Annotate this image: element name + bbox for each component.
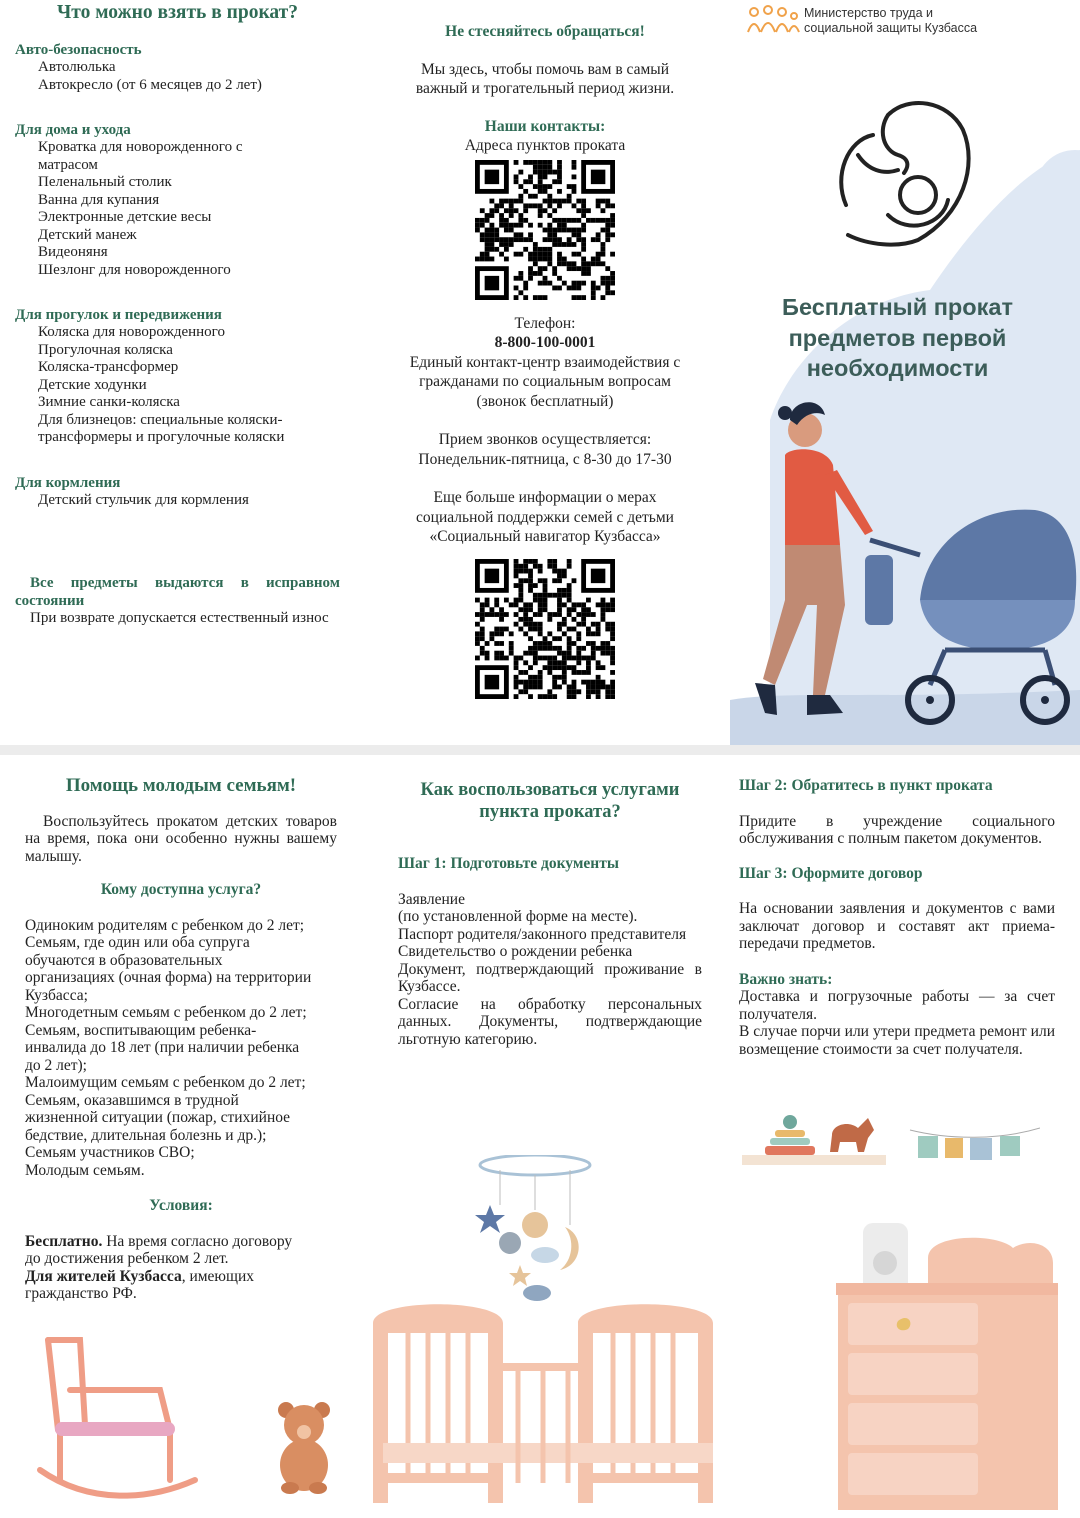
step3-title: Шаг 3: Оформите договор bbox=[739, 864, 923, 882]
list-item: Кроватка для новорожденного с bbox=[38, 139, 243, 155]
condition-bold: Для жителей Кузбасса bbox=[25, 1267, 182, 1285]
list-item: Детский стульчик для кормления bbox=[38, 491, 249, 508]
cover-panel bbox=[730, 0, 1080, 745]
list-item: трансформеры и прогулочные коляски bbox=[38, 429, 285, 445]
list-item: Для близнецов: специальные коляски- bbox=[38, 411, 283, 428]
list-item: Детский манеж bbox=[38, 226, 137, 243]
contact-center-line: (звонок бесплатный) bbox=[476, 392, 614, 410]
inner-side bbox=[0, 755, 1080, 1518]
list-item: Электронные детские весы bbox=[38, 209, 212, 225]
condition-note-title: Все предметы выдаются в исправном состоянии bbox=[15, 575, 340, 609]
who-title: Кому доступна услуга? bbox=[100, 881, 262, 898]
step2-title: Шаг 2: Обратитесь в пункт проката bbox=[739, 777, 993, 794]
fold-divider bbox=[0, 745, 1080, 755]
list-item: Прогулочная коляска bbox=[38, 341, 173, 358]
condition-bold: Бесплатно. bbox=[25, 1232, 103, 1250]
list-item: Семьям, воспитывающим ребенка- bbox=[25, 1021, 257, 1039]
condition-text: , имеющих bbox=[181, 1267, 254, 1285]
step1-birth: Свидетельство о рождении ребенка bbox=[398, 943, 633, 960]
ministry-name bbox=[804, 6, 977, 35]
list-item: Видеоняня bbox=[38, 244, 108, 260]
hours-line: Прием звонков осуществляется: bbox=[438, 431, 652, 448]
important-item: В случае порчи или утери предмета ремонт или возмещение стоимости за счет получателя. bbox=[739, 1023, 1055, 1058]
category-title: Авто-безопасность bbox=[15, 42, 142, 58]
rental-items-panel bbox=[15, 0, 340, 628]
cover-title-line: Бесплатный прокат bbox=[782, 294, 1013, 320]
condition-1-line2: до достижения ребенком 2 лет. bbox=[25, 1250, 229, 1267]
steps-panel bbox=[739, 755, 1055, 1058]
contact-center-line: Единый контакт-центр взаимодействия с bbox=[409, 353, 681, 371]
step1-passport: Паспорт родителя/законного представителя bbox=[398, 925, 687, 943]
woman-stroller-illustration bbox=[745, 395, 1080, 735]
help-title: Помощь молодым семьям! bbox=[65, 775, 297, 796]
list-item: Семьям, где один или оба супруга bbox=[25, 934, 250, 951]
list-item: Коляска-трансформер bbox=[38, 359, 179, 375]
step1-line: Заявление bbox=[398, 890, 465, 908]
phone-label: Телефон: bbox=[514, 314, 576, 332]
list-item: Автокресло (от 6 месяцев до 2 лет) bbox=[38, 76, 262, 93]
baby-mobile-illustration bbox=[475, 1155, 595, 1305]
list-item: Зимние санки-коляска bbox=[38, 394, 180, 410]
crib-illustration bbox=[368, 1293, 728, 1513]
category-title: Для прогулок и передвижения bbox=[15, 307, 222, 323]
more-info-line: Еще больше информации о мерах bbox=[433, 489, 657, 506]
list-item: инвалида до 18 лет (при наличии ребенка bbox=[25, 1039, 300, 1056]
who-list bbox=[25, 917, 337, 1180]
mother-baby-icon bbox=[828, 95, 978, 250]
howto-title: Как воспользоваться услугами пункта проката? bbox=[420, 780, 680, 822]
contacts-heading: Не стесняйтесь обращаться! bbox=[445, 23, 645, 40]
category-title: Для кормления bbox=[15, 474, 121, 491]
condition-2 bbox=[25, 1268, 337, 1286]
list-item: Коляска для новорожденного bbox=[38, 324, 225, 340]
help-panel bbox=[25, 755, 337, 1303]
conditions-title: Условия: bbox=[149, 1197, 213, 1214]
list-item: бедствие, длительная болезнь и др.); bbox=[25, 1126, 267, 1144]
teddy-bear-illustration bbox=[272, 1400, 337, 1495]
list-item: матрасом bbox=[38, 156, 98, 173]
important-title: Важно знать: bbox=[739, 970, 833, 988]
qr-code-icon[interactable] bbox=[475, 559, 615, 699]
cover-title-line: предметов первой bbox=[788, 324, 1007, 351]
condition-1 bbox=[25, 1233, 337, 1251]
list-item: Одиноким родителям с ребенком до 2 лет; bbox=[25, 916, 305, 934]
list-item: Семьям, оказавшимся в трудной bbox=[25, 1091, 239, 1109]
list-item: Многодетным семьям с ребенком до 2 лет; bbox=[25, 1004, 307, 1021]
step3-text: На основании заявления и документов с вами заключат договор и составят акт приема-передачи предметов. bbox=[739, 900, 1055, 952]
list-item: Ванна для купания bbox=[38, 191, 160, 208]
list-item: организациях (очная форма) на территории bbox=[25, 969, 312, 986]
step1-residence: Документ, подтверждающий проживание в Кузбассе. bbox=[398, 960, 702, 995]
list-item: обучаются в образовательных bbox=[25, 951, 223, 969]
our-contacts-label: Наши контакты: bbox=[484, 117, 606, 135]
list-item: Детские ходунки bbox=[38, 376, 147, 393]
list-item: Пеленальный столик bbox=[38, 174, 172, 190]
dresser-illustration bbox=[828, 1223, 1063, 1513]
list-item: Шезлонг для новорожденного bbox=[38, 261, 231, 278]
rental-title: Что можно взять в прокат? bbox=[57, 2, 298, 23]
ministry-line: социальной защиты Кузбасса bbox=[804, 20, 978, 35]
cover-title-line: необходимости bbox=[806, 355, 989, 381]
step2-text: Придите в учреждение социального обслуживания с полным пакетом документов. bbox=[739, 812, 1055, 847]
cover-title bbox=[750, 292, 1045, 384]
rocking-chair-illustration bbox=[30, 1330, 205, 1505]
outer-side bbox=[0, 0, 1080, 745]
list-item: Молодым семьям. bbox=[25, 1161, 145, 1179]
list-item: Семьям участников СВО; bbox=[25, 1144, 195, 1161]
more-info-line: социальной поддержки семей с детьми bbox=[416, 508, 674, 526]
phone-number[interactable]: 8-800-100-0001 bbox=[494, 334, 596, 351]
list-item: Кузбасса; bbox=[25, 986, 88, 1004]
step1-consent: Согласие на обработку персональных данных. Документы, подтверждающие льготную категорию. bbox=[398, 995, 702, 1048]
category-title: Для дома и ухода bbox=[15, 122, 131, 138]
ministry-line: Министерство труда и bbox=[804, 6, 933, 20]
addresses-label: Адреса пунктов проката bbox=[464, 137, 626, 154]
important-item: Доставка и погрузочные работы — за счет получателя. bbox=[739, 988, 1055, 1023]
list-item: до 2 лет); bbox=[25, 1056, 87, 1074]
step1-line: (по установленной форме на месте). bbox=[398, 908, 638, 925]
condition-2-line2: гражданство РФ. bbox=[25, 1285, 137, 1302]
list-item: Малоимущим семьям с ребенком до 2 лет; bbox=[25, 1074, 306, 1091]
contacts-panel bbox=[390, 0, 700, 699]
condition-text: На время согласно договору bbox=[102, 1232, 293, 1250]
condition-note-text: При возврате допускается естественный износ bbox=[30, 610, 329, 626]
qr-code-icon[interactable] bbox=[475, 160, 615, 300]
help-intro: Воспользуйтесь прокатом детских товаров на время, пока они особенно нужны вашему малышу. bbox=[25, 812, 337, 865]
contacts-intro: Мы здесь, чтобы помочь вам в самый важный и трогательный период жизни. bbox=[415, 60, 675, 97]
list-item: жизненной ситуации (пожар, стихийное bbox=[25, 1109, 291, 1126]
hours-line: Понедельник-пятница, с 8-30 до 17-30 bbox=[418, 450, 672, 468]
toy-shelf-illustration bbox=[740, 1110, 1040, 1175]
contact-center-line: гражданами по социальным вопросам bbox=[419, 373, 671, 390]
step1-title: Шаг 1: Подготовьте документы bbox=[398, 855, 619, 872]
list-item: Автолюлька bbox=[38, 59, 116, 75]
more-info-line: «Социальный навигатор Кузбасса» bbox=[429, 528, 661, 545]
howto-panel bbox=[398, 755, 702, 1048]
ministry-logo-icon bbox=[744, 2, 802, 36]
